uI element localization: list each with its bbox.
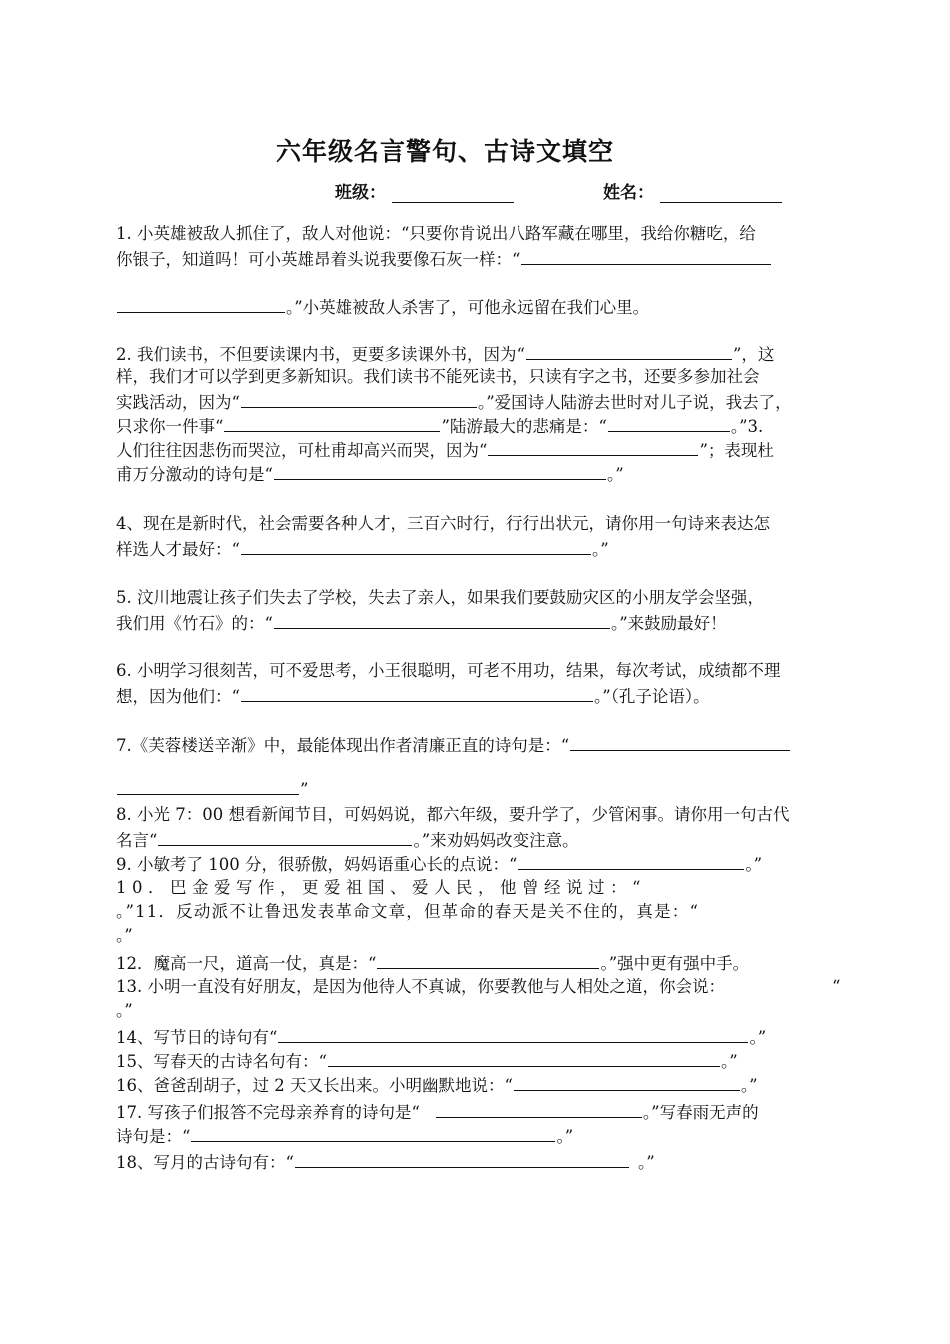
q8-line2 <box>116 827 579 853</box>
q13-text: 13. 小明一直没有好朋友，是因为他待人不真诚，你要教他与人相处之道，你会说： <box>116 977 725 996</box>
q5-tail: 。”来鼓励最好！ <box>610 614 727 633</box>
q3-text-a: 人们往往因悲伤而哭泣，可杜甫却高兴而哭，因为“ <box>116 441 488 460</box>
q5-text: 我们用《竹石》的：“ <box>116 614 273 633</box>
q18-blank[interactable] <box>295 1149 629 1168</box>
q17-tail: 。” <box>556 1127 574 1146</box>
q13-line2: 。” <box>116 1001 133 1020</box>
q1-blank-a[interactable] <box>521 246 771 265</box>
q6-tail: 。”（孔子论语）。 <box>593 687 710 706</box>
q10-line2 <box>116 900 699 924</box>
q10-line1: 10．巴金爱写作，更爱祖国、爱人民，他曾经说过：“ <box>116 878 646 897</box>
q18-tail: 。” <box>637 1153 655 1172</box>
q15-blank[interactable] <box>328 1048 720 1067</box>
q16-text: 16、爸爸刮胡子，过 2 天又长出来。小明幽默地说：“ <box>116 1076 513 1095</box>
q12-line <box>116 950 749 976</box>
q3-text-b: ”；表现杜 <box>699 441 774 460</box>
q2-blank-c[interactable] <box>224 413 440 432</box>
q2-line2: 样，我们才可以学到更多新知识。我们读书不能死读书，只读有字之书，还要多参加社会 <box>116 367 760 386</box>
q17-blank-b[interactable] <box>191 1123 555 1142</box>
q3-blank-b[interactable] <box>274 461 606 480</box>
q3-text-c: 甫万分激动的诗句是“ <box>116 465 273 484</box>
q2-text-g: 。”3. <box>730 417 764 436</box>
q13-quote: “ <box>832 977 841 996</box>
q9-blank[interactable] <box>518 851 744 870</box>
q16-tail: 。” <box>740 1076 758 1095</box>
q14-text: 14、写节日的诗句有“ <box>116 1028 278 1047</box>
q18-line <box>116 1149 655 1175</box>
q2-text-e: 只求你一件事“ <box>116 417 224 436</box>
q12-blank[interactable] <box>377 950 599 969</box>
q2-text-b: ”，这 <box>732 345 775 364</box>
q4-blank[interactable] <box>241 536 591 555</box>
q2-blank-b[interactable] <box>241 389 477 408</box>
q17-text-b: 。”写春雨无声的 <box>642 1103 759 1122</box>
name-blank[interactable] <box>660 184 782 203</box>
q4-tail: 。” <box>591 540 609 559</box>
q2-blank-d[interactable] <box>608 413 730 432</box>
q1-blank-b[interactable] <box>117 294 285 313</box>
q7-tail: ” <box>300 780 309 799</box>
q9-tail: 。” <box>745 855 763 874</box>
q7-blank-b[interactable] <box>117 776 299 795</box>
q6-line1: 6. 小明学习很刻苦，可不爱思考，小王很聪明，可老不用功，结果，每次考试，成绩都不理 <box>116 661 781 680</box>
class-field <box>335 178 514 203</box>
q8-line1: 8. 小光 7：00 想看新闻节目，可妈妈说，都六年级，要升学了，少管闲事。请你用一句古代 <box>116 805 790 824</box>
q1-text: 你银子，知道吗！可小英雄昂着头说我要像石灰一样：“ <box>116 250 521 269</box>
q15-text: 15、写春天的古诗名句有：“ <box>116 1052 327 1071</box>
name-label: 姓名： <box>603 183 654 203</box>
q15-line <box>116 1048 738 1074</box>
q17-line1 <box>116 1099 759 1125</box>
q1-line1: 1. 小英雄被敌人抓住了，敌人对他说：“只要你肯说出八路军藏在哪里，我给你糖吃，给 <box>116 224 756 243</box>
q17-text-c: 诗句是：“ <box>116 1127 191 1146</box>
q4-line1: 4、现在是新时代，社会需要各种人才，三百六时行，行行出状元，请你用一句诗来表达怎 <box>116 514 770 533</box>
q2-text-a: 2. 我们读书，不但要读课内书，更要多读课外书，因为“ <box>116 345 525 364</box>
q3-text-d: 。” <box>606 465 624 484</box>
q2-line1 <box>116 341 774 367</box>
q17-line2 <box>116 1123 573 1149</box>
q17-text-a: 17. 写孩子们报答不完母亲养育的诗句是“ <box>116 1103 420 1122</box>
q8-tail: 。”来劝妈妈改变注意。 <box>413 831 579 850</box>
q14-blank[interactable] <box>278 1024 748 1043</box>
q9-text: 9. 小敏考了 100 分，很骄傲，妈妈语重心长的点说：“ <box>116 855 518 874</box>
q4-line2 <box>116 536 609 562</box>
q5-line2 <box>116 610 727 636</box>
q2-text-c: 实践活动，因为“ <box>116 393 240 412</box>
q3-line1 <box>116 437 774 463</box>
q8-blank[interactable] <box>158 827 412 846</box>
q13-line1 <box>116 975 841 999</box>
q3-blank-a[interactable] <box>488 437 698 456</box>
page-title: 六年级名言警句、古诗文填空 <box>275 137 614 166</box>
q16-line <box>116 1072 758 1098</box>
q11-text: 。”11．反动派不让鲁迅发表革命文章，但革命的春天是关不住的，真是：“ <box>116 902 700 921</box>
q1-tail: 。”小英雄被敌人杀害了，可他永远留在我们心里。 <box>286 298 650 317</box>
name-field <box>603 178 782 203</box>
class-blank[interactable] <box>392 184 514 203</box>
q7-text: 7.《芙蓉楼送辛渐》中，最能体现出作者清廉正直的诗句是：“ <box>116 736 570 755</box>
q1-line2 <box>116 246 772 272</box>
class-label: 班级： <box>335 183 386 203</box>
q7-line1 <box>116 732 791 758</box>
q14-line <box>116 1024 766 1050</box>
q7-line2 <box>116 776 308 802</box>
q1-line3 <box>116 294 649 320</box>
q2-blank-a[interactable] <box>526 341 732 360</box>
q17-blank-a[interactable] <box>436 1099 642 1118</box>
q7-blank-a[interactable] <box>570 732 790 751</box>
q5-blank[interactable] <box>274 610 610 629</box>
q14-tail: 。” <box>749 1028 767 1047</box>
q2-text-d: 。”爱国诗人陆游去世时对儿子说，我去了， <box>477 393 792 412</box>
q8-text: 名言“ <box>116 831 158 850</box>
q15-tail: 。” <box>720 1052 738 1071</box>
q12-tail: 。”强中更有强中手。 <box>600 954 750 973</box>
q4-text: 样选人才最好：“ <box>116 540 240 559</box>
q2-text-f: ”陆游最大的悲痛是：“ <box>441 417 607 436</box>
q6-blank[interactable] <box>241 683 593 702</box>
q2-line3 <box>116 389 792 415</box>
q18-text: 18、写月的古诗句有：“ <box>116 1153 294 1172</box>
q6-line2 <box>116 683 710 709</box>
q3-line2 <box>116 461 624 487</box>
q9-line <box>116 851 762 877</box>
q5-line1: 5. 汶川地震让孩子们失去了学校，失去了亲人，如果我们要鼓励灾区的小朋友学会坚强， <box>116 588 764 607</box>
q6-text: 想，因为他们：“ <box>116 687 240 706</box>
q2-line4 <box>116 413 763 439</box>
q16-blank[interactable] <box>514 1072 740 1091</box>
q10-line3: 。” <box>116 926 133 945</box>
q12-text: 12．魔高一尺，道高一仗，真是：“ <box>116 954 377 973</box>
